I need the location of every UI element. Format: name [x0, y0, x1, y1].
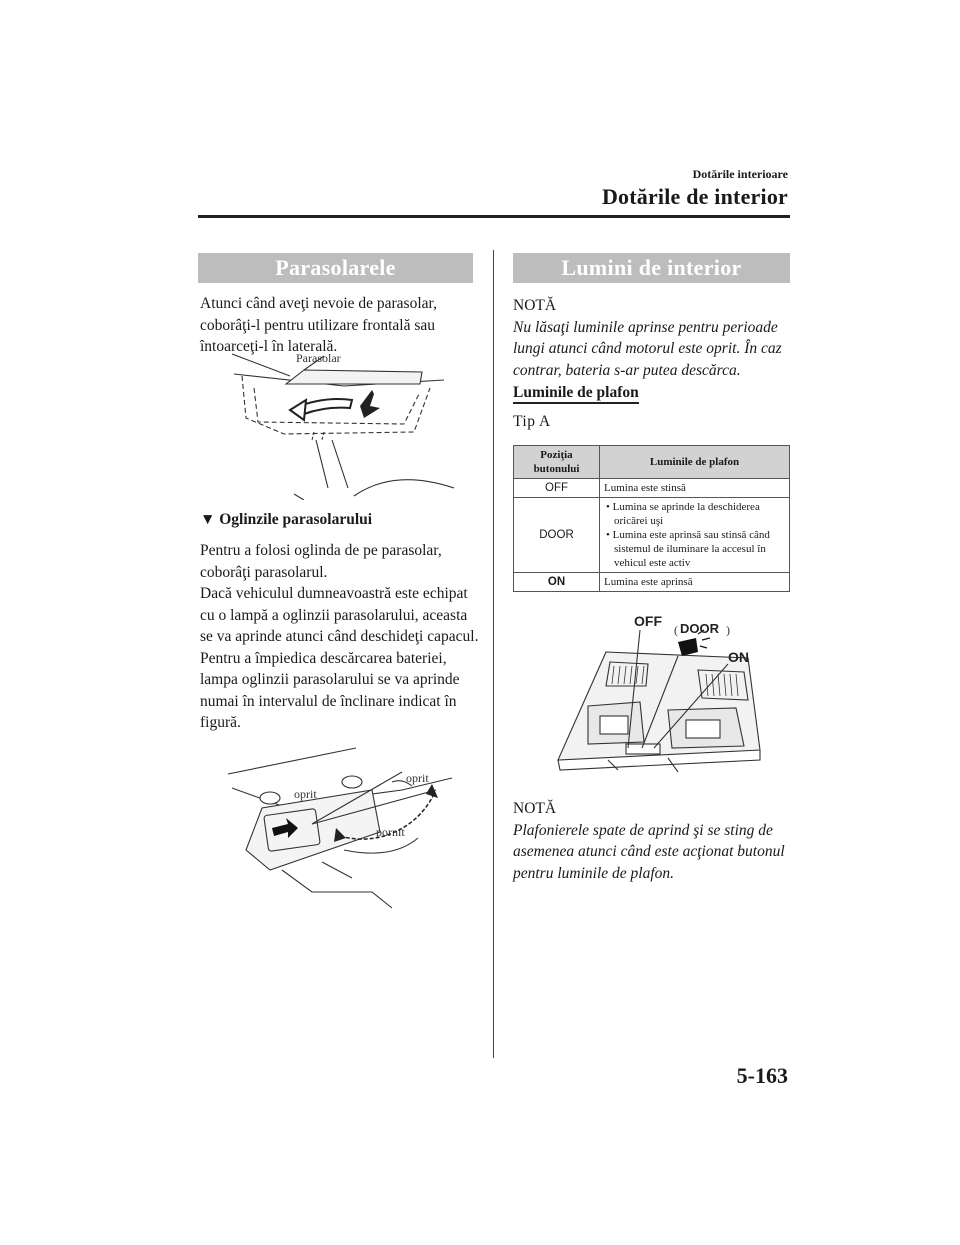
label-console-off: OFF	[634, 613, 662, 629]
column-divider	[493, 250, 494, 1058]
table-row	[514, 479, 790, 498]
desc-on: Lumina este aprinsă	[600, 573, 790, 592]
label-console-door: DOOR	[680, 621, 719, 636]
header-rule	[198, 215, 790, 218]
col-header-position: Poziţia butonului	[514, 446, 600, 479]
desc-door	[600, 498, 790, 573]
note-2	[513, 798, 793, 884]
note-1-title: NOTĂ	[513, 297, 557, 314]
visor-paragraph-1: Pentru a folosi oglinda de pe parasolar, coborâţi parasolarul.	[200, 542, 442, 581]
position-door: DOOR	[514, 498, 600, 573]
svg-text:): )	[726, 623, 730, 637]
page-number: 5-163	[736, 1063, 788, 1088]
visor-mirror-text	[200, 540, 482, 734]
label-off-1: oprit	[294, 787, 317, 801]
label-sun-visor: Parasolar	[296, 351, 341, 365]
section-header: Dotările interioare	[692, 167, 788, 181]
section-title: Luminile de plafon	[513, 384, 639, 404]
table-header-row	[514, 446, 790, 479]
label-on: pornit	[376, 825, 405, 839]
label-off-2: oprit	[406, 771, 429, 785]
position-on: ON	[514, 573, 600, 592]
ceiling-light-table	[513, 445, 790, 592]
desc-door-bullet-1: • Lumina se aprinde la deschiderea oricărei uşi	[604, 500, 785, 528]
sun-visor-figure	[224, 348, 454, 500]
chapter-title: Dotările de interior	[601, 184, 788, 209]
overhead-console-figure	[548, 610, 780, 780]
subheading-visor-mirrors: ▼ Oglinzile parasolarului	[200, 511, 373, 528]
door-icon	[678, 638, 698, 656]
svg-text:(: (	[674, 623, 678, 637]
sun-visor-intro: Atunci când aveţi nevoie de parasolar, coborâţi-l pentru utilizare frontală sau întoarceţi-l în laterală.	[200, 295, 437, 355]
table-row	[514, 573, 790, 592]
type-label: Tip A	[513, 413, 551, 430]
visor-paragraph-2: Dacă vehiculul dumneavoastră este echipat cu o lampă a oglinzii parasolarului, aceasta se va aprinde atunci când deschideţi capacul.	[200, 585, 479, 645]
banner-interior-lights: Lumini de interior	[513, 253, 790, 283]
desc-off: Lumina este stinsă	[600, 479, 790, 498]
col-header-lights: Luminile de plafon	[600, 446, 790, 479]
position-off: OFF	[514, 479, 600, 498]
banner-sun-visors: Parasolarele	[198, 253, 473, 283]
note-2-title: NOTĂ	[513, 800, 557, 817]
desc-door-bullet-2: • Lumina este aprinsă sau stinsă când sistemul de iluminare la accesul în vehicul este activ	[604, 528, 785, 570]
note-2-text: Plafonierele spate de aprind şi se sting de asemenea atunci când este acţionat butonul pentru luminile de plafon.	[513, 821, 785, 882]
note-1	[513, 295, 791, 381]
label-console-on: ON	[728, 649, 749, 665]
visor-paragraph-3: Pentru a împiedica descărcarea bateriei, lampa oglinzii parasolarului se va aprinde numai în intervalul de înclinare indicat în figură.	[200, 649, 460, 731]
section-title-wrap	[513, 384, 639, 402]
note-1-text: Nu lăsaţi luminile aprinse pentru perioade lungi atunci când motorul este oprit. În caz contrar, bateria s-ar putea descărca.	[513, 318, 782, 379]
vanity-mirror-angle-figure	[222, 742, 458, 910]
table-row	[514, 498, 790, 573]
